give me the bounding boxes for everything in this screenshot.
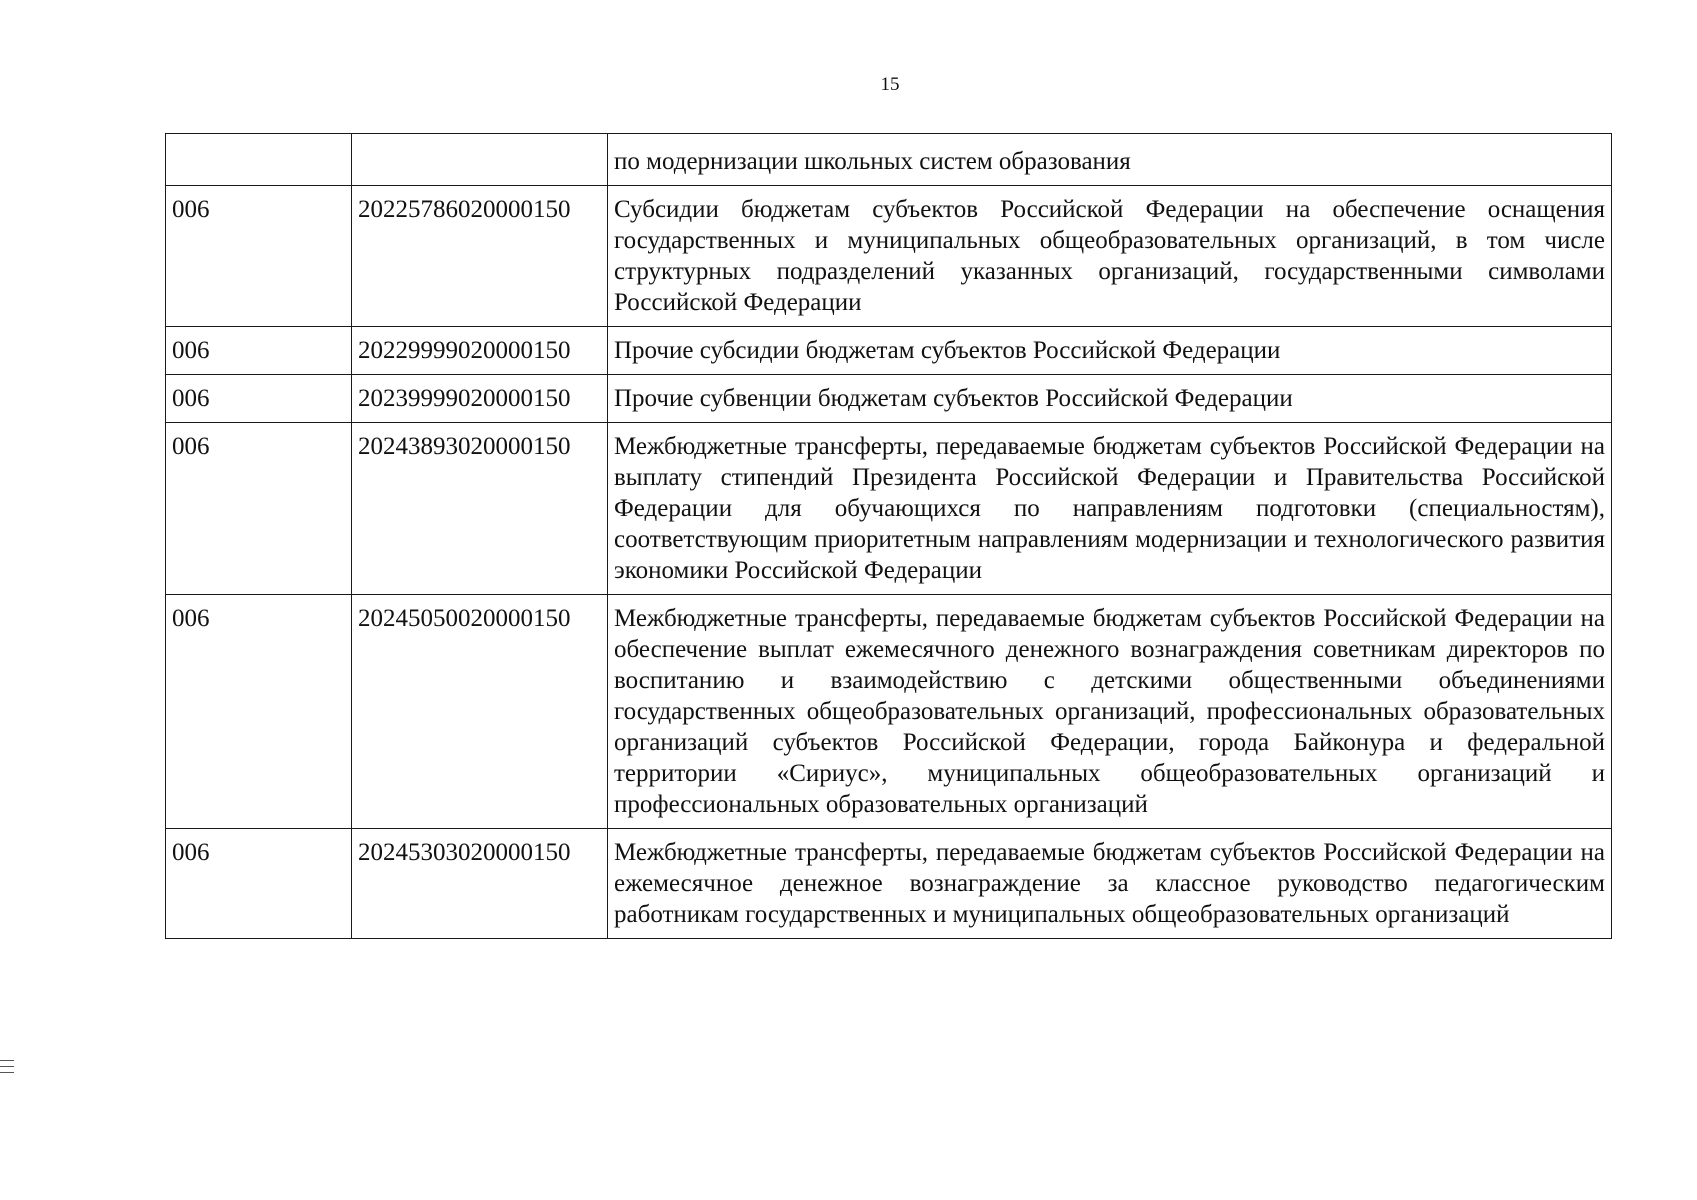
description-cell: Прочие субвенции бюджетам субъектов Российской Федерации [608, 375, 1612, 423]
table-row [166, 829, 1612, 939]
margin-line-mark [0, 1072, 14, 1073]
admin-code-cell: 006 [166, 595, 352, 829]
admin-code-cell: 006 [166, 423, 352, 595]
table-row [166, 134, 1612, 186]
description-cell: Межбюджетные трансферты, передаваемые бюджетам субъектов Российской Федерации на выплату стипендий Президента Российской Федерации и Правительства Российской Федерации для обучающихся по направлениям подготовки (специальностям), соответствующим приоритетным направлениям модернизации и технологического развития экономики Российской Федерации [608, 423, 1612, 595]
margin-line-mark [0, 1060, 14, 1061]
kbk-code-cell: 20229999020000150 [352, 327, 608, 375]
kbk-code-cell: 20239999020000150 [352, 375, 608, 423]
page-number: 15 [880, 74, 900, 95]
table-row [166, 186, 1612, 327]
description-cell: Субсидии бюджетам субъектов Российской Федерации на обеспечение оснащения государственных и муниципальных общеобразовательных организаций, в том числе структурных подразделений указанных организаций, государственными символами Российской Федерации [608, 186, 1612, 327]
margin-line-mark [0, 1066, 14, 1067]
scan-margin-marks [0, 1060, 14, 1078]
kbk-code-cell: 20225786020000150 [352, 186, 608, 327]
table-row [166, 375, 1612, 423]
admin-code-cell: 006 [166, 186, 352, 327]
kbk-code-cell: 20245050020000150 [352, 595, 608, 829]
table-row [166, 327, 1612, 375]
table-row [166, 595, 1612, 829]
kbk-code-cell: 20243893020000150 [352, 423, 608, 595]
table-row [166, 423, 1612, 595]
admin-code-cell: 006 [166, 375, 352, 423]
kbk-code-cell [352, 134, 608, 186]
description-cell: Прочие субсидии бюджетам субъектов Российской Федерации [608, 327, 1612, 375]
admin-code-cell [166, 134, 352, 186]
admin-code-cell: 006 [166, 327, 352, 375]
budget-classification-table [165, 133, 1612, 939]
description-cell: Межбюджетные трансферты, передаваемые бюджетам субъектов Российской Федерации на ежемесячное денежное вознаграждение за классное руководство педагогическим работникам государственных и муниципальных общеобразовательных организаций [608, 829, 1612, 939]
kbk-code-cell: 20245303020000150 [352, 829, 608, 939]
admin-code-cell: 006 [166, 829, 352, 939]
description-cell: Межбюджетные трансферты, передаваемые бюджетам субъектов Российской Федерации на обеспечение выплат ежемесячного денежного вознаграждения советникам директоров по воспитанию и взаимодействию с детскими общественными объединениями государственных общеобразовательных организаций, профессиональных образовательных организаций субъектов Российской Федерации, города Байконура и федеральной территории «Сириус», муниципальных общеобразовательных организаций и профессиональных образовательных организаций [608, 595, 1612, 829]
description-cell: по модернизации школьных систем образования [608, 134, 1612, 186]
